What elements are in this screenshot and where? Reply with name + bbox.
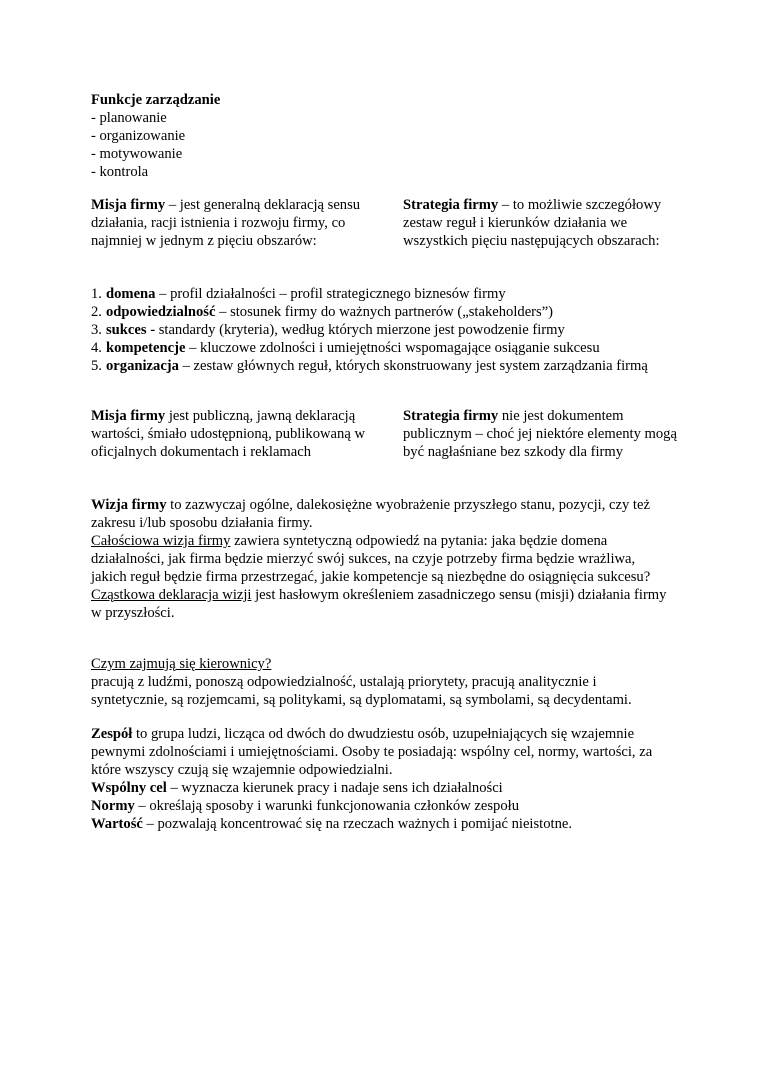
team-section <box>91 725 671 833</box>
strategy-definition <box>403 196 681 250</box>
common-goal <box>91 779 671 797</box>
mission-definition-text: – jest generalną deklaracją sensu działania, racji istnienia i rozwoju firmy, co najmniej w jednym z pięciu obszarów: <box>91 197 361 249</box>
list-number: 3. <box>91 322 102 338</box>
area-text: – stosunek firmy do ważnych partnerów („stakeholders”) <box>215 304 554 320</box>
strategy-term: Strategia firmy <box>403 408 499 424</box>
full-vision-term: Całościowa wizja firmy <box>91 533 231 549</box>
partial-vision-term: Cząstkowa deklaracja wizji <box>91 587 252 603</box>
vision-term: Wizja firmy <box>91 497 167 513</box>
vision-section <box>91 496 671 622</box>
partial-vision <box>91 586 671 622</box>
functions-item: - planowanie <box>91 110 167 126</box>
area-term: odpowiedzialność <box>106 304 216 320</box>
partial-vision-text: jest hasłowym określeniem zasadniczego sensu (misji) działania firmy w przyszłości. <box>91 587 667 621</box>
functions-item: - motywowanie <box>91 146 183 162</box>
strategy-term: Strategia firmy <box>403 197 499 213</box>
strategy-definition-text: – to możliwie szczegółowy zestaw reguł i kierunków działania we wszystkich pięciu następujących obszarach: <box>403 197 662 249</box>
value <box>91 815 671 833</box>
area-text: – kluczowe zdolności i umiejętności wspomagające osiąganie sukcesu <box>185 340 600 356</box>
team-definition <box>91 725 671 779</box>
vision-text: to zazwyczaj ogólne, dalekosiężne wyobrażenie przyszłego stanu, pozycji, czy też zakresu i/lub sposobu działania firmy. <box>91 497 650 531</box>
area-term: domena <box>106 286 156 302</box>
team-text: to grupa ludzi, licząca od dwóch do dwudziestu osób, uzupełniających się wzajemnie pewnymi zdolnościami i umiejętnościami. Osoby te posiadają: wspólny cel, normy, wartości, za które wszyscy czują się wzajemnie odpowiedzialni. <box>91 726 653 778</box>
areas-list <box>91 285 651 375</box>
list-number: 5. <box>91 358 102 374</box>
list-item <box>91 339 651 357</box>
vision-definition <box>91 496 671 532</box>
area-text: – profil działalności – profil strategicznego biznesów firmy <box>155 286 506 302</box>
managers-section <box>91 655 671 709</box>
list-item <box>91 321 651 339</box>
norms-term: Normy <box>91 798 135 814</box>
value-term: Wartość <box>91 816 143 832</box>
list-number: 4. <box>91 340 102 356</box>
strategy-publicity <box>403 407 681 461</box>
norms <box>91 797 671 815</box>
managers-answer: pracują z ludźmi, ponoszą odpowiedzialność, ustalają priorytety, pracują analitycznie i syntetycznie, są rozjemcami, są politykami, są dyplomatami, są symbolami, są decydentami. <box>91 674 632 708</box>
list-number: 2. <box>91 304 102 320</box>
areas-list-section <box>91 285 651 375</box>
functions-section <box>91 91 220 181</box>
area-text: – zestaw głównych reguł, których skonstruowany jest system zarządzania firmą <box>178 358 648 374</box>
mission-publicity-text: jest publiczną, jawną deklaracją wartości, śmiało udostępnioną, publikowaną w oficjalnych dokumentach i reklamach <box>91 408 365 460</box>
mission-term: Misja firmy <box>91 197 166 213</box>
list-item <box>91 303 651 321</box>
full-vision-text: zawiera syntetyczną odpowiedź na pytania: jaka będzie domena działalności, jak firma będzie mierzyć swój sukces, na czyje potrzeby firma będzie wrażliwa, jakich reguł będzie firma przestrzegać, jakie kompetencje są niezbędne do osiągnięcia sukcesu? <box>91 533 651 585</box>
area-term: sukces - <box>106 322 156 338</box>
strategy-publicity-text: nie jest dokumentem publicznym – choć jej niektóre elementy mogą być nagłaśniane bez szkody dla firmy <box>403 408 677 460</box>
mission-publicity <box>91 407 366 461</box>
team-term: Zespół <box>91 726 133 742</box>
list-number: 1. <box>91 286 102 302</box>
functions-item: - organizowanie <box>91 128 186 144</box>
mission-term: Misja firmy <box>91 408 166 424</box>
area-term: organizacja <box>106 358 179 374</box>
functions-title: Funkcje zarządzanie <box>91 92 221 108</box>
common-goal-text: – wyznacza kierunek pracy i nadaje sens ich działalności <box>166 780 503 796</box>
full-vision <box>91 532 671 586</box>
value-text: – pozwalają koncentrować się na rzeczach ważnych i pomijać nieistotne. <box>142 816 572 832</box>
area-text: standardy (kryteria), według których mierzone jest powodzenie firmy <box>155 322 565 338</box>
list-item <box>91 285 651 303</box>
list-item <box>91 357 651 375</box>
functions-item: - kontrola <box>91 164 149 180</box>
managers-question: Czym zajmują się kierownicy? <box>91 656 272 672</box>
norms-text: – określają sposoby i warunki funkcjonowania członków zespołu <box>134 798 519 814</box>
common-goal-term: Wspólny cel <box>91 780 167 796</box>
area-term: kompetencje <box>106 340 186 356</box>
mission-definition <box>91 196 366 250</box>
